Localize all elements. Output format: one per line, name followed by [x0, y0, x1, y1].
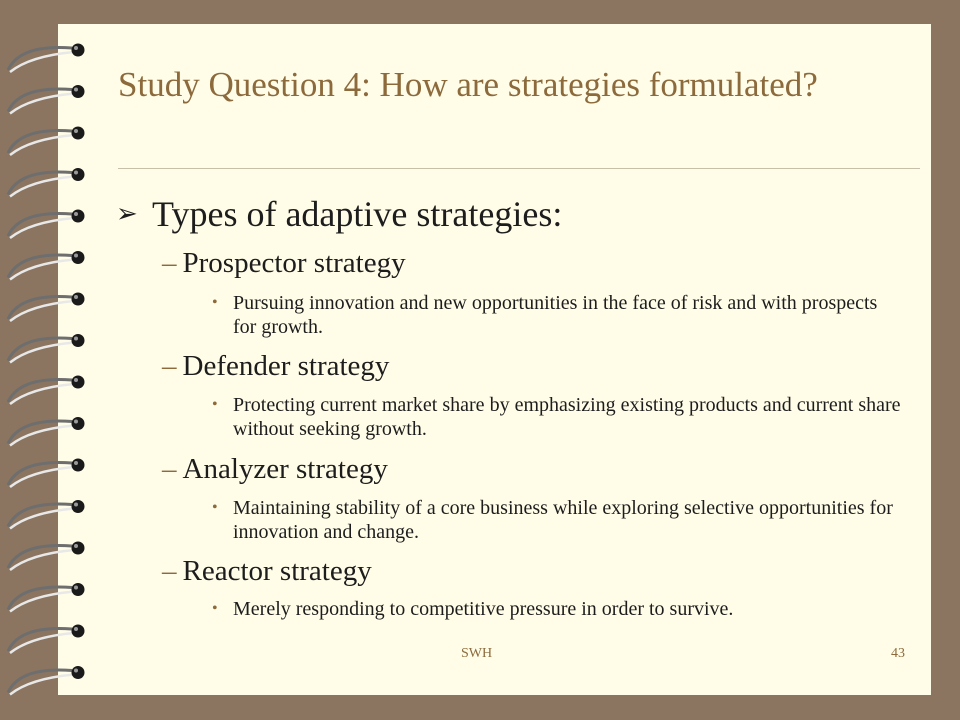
bullet-marker: •	[212, 600, 218, 617]
spiral-ring	[8, 500, 85, 529]
spiral-ring	[8, 376, 85, 405]
dash-marker: –	[162, 453, 177, 485]
strategy-detail-prospector	[212, 291, 902, 339]
strategy-detail-defender	[212, 393, 902, 441]
arrow-bullet-icon: ➢	[116, 199, 138, 228]
title-divider	[118, 168, 920, 169]
spiral-ring	[8, 666, 85, 695]
spiral-ring	[8, 583, 85, 612]
strategy-detail-analyzer	[212, 496, 902, 544]
spiral-ring	[8, 127, 85, 156]
strategy-label: Prospector strategy	[182, 247, 406, 279]
strategy-detail-text: Maintaining stability of a core business while exploring selective opportunities for innovation and change.	[233, 497, 893, 543]
strategy-item-analyzer	[162, 452, 388, 486]
bullet-marker: •	[212, 396, 218, 413]
spiral-ring	[8, 85, 85, 114]
spiral-ring	[8, 417, 85, 446]
strategy-item-prospector	[162, 246, 406, 280]
page-number: 43	[891, 646, 905, 661]
strategy-detail-text: Merely responding to competitive pressure in order to survive.	[233, 598, 734, 620]
spiral-ring	[8, 293, 85, 322]
spiral-ring	[8, 251, 85, 280]
strategy-label: Defender strategy	[182, 350, 390, 382]
spiral-ring	[8, 542, 85, 571]
dash-marker: –	[162, 350, 177, 382]
spiral-ring	[8, 334, 85, 363]
strategy-item-reactor	[162, 554, 372, 588]
strategy-detail-text: Pursuing innovation and new opportunities in the face of risk and with prospects for growth.	[233, 292, 878, 338]
dash-marker: –	[162, 247, 177, 279]
spiral-ring	[8, 168, 85, 197]
main-point-text: Types of adaptive strategies:	[152, 194, 563, 234]
strategy-detail-text: Protecting current market share by emphasizing existing products and current share without seeking growth.	[233, 394, 901, 440]
strategy-detail-reactor	[212, 597, 902, 621]
footer-author: SWH	[461, 646, 493, 661]
bullet-marker: •	[212, 499, 218, 516]
bullet-marker: •	[212, 294, 218, 311]
spiral-ring	[8, 210, 85, 239]
spiral-binding-icon	[0, 0, 110, 720]
main-point	[116, 192, 562, 236]
strategy-label: Reactor strategy	[182, 555, 372, 587]
spiral-ring	[8, 625, 85, 654]
spiral-ring	[8, 44, 85, 73]
strategy-label: Analyzer strategy	[182, 453, 388, 485]
spiral-ring	[8, 459, 85, 488]
strategy-item-defender	[162, 349, 389, 383]
slide-title: Study Question 4: How are strategies formulated?	[118, 65, 818, 104]
dash-marker: –	[162, 555, 177, 587]
